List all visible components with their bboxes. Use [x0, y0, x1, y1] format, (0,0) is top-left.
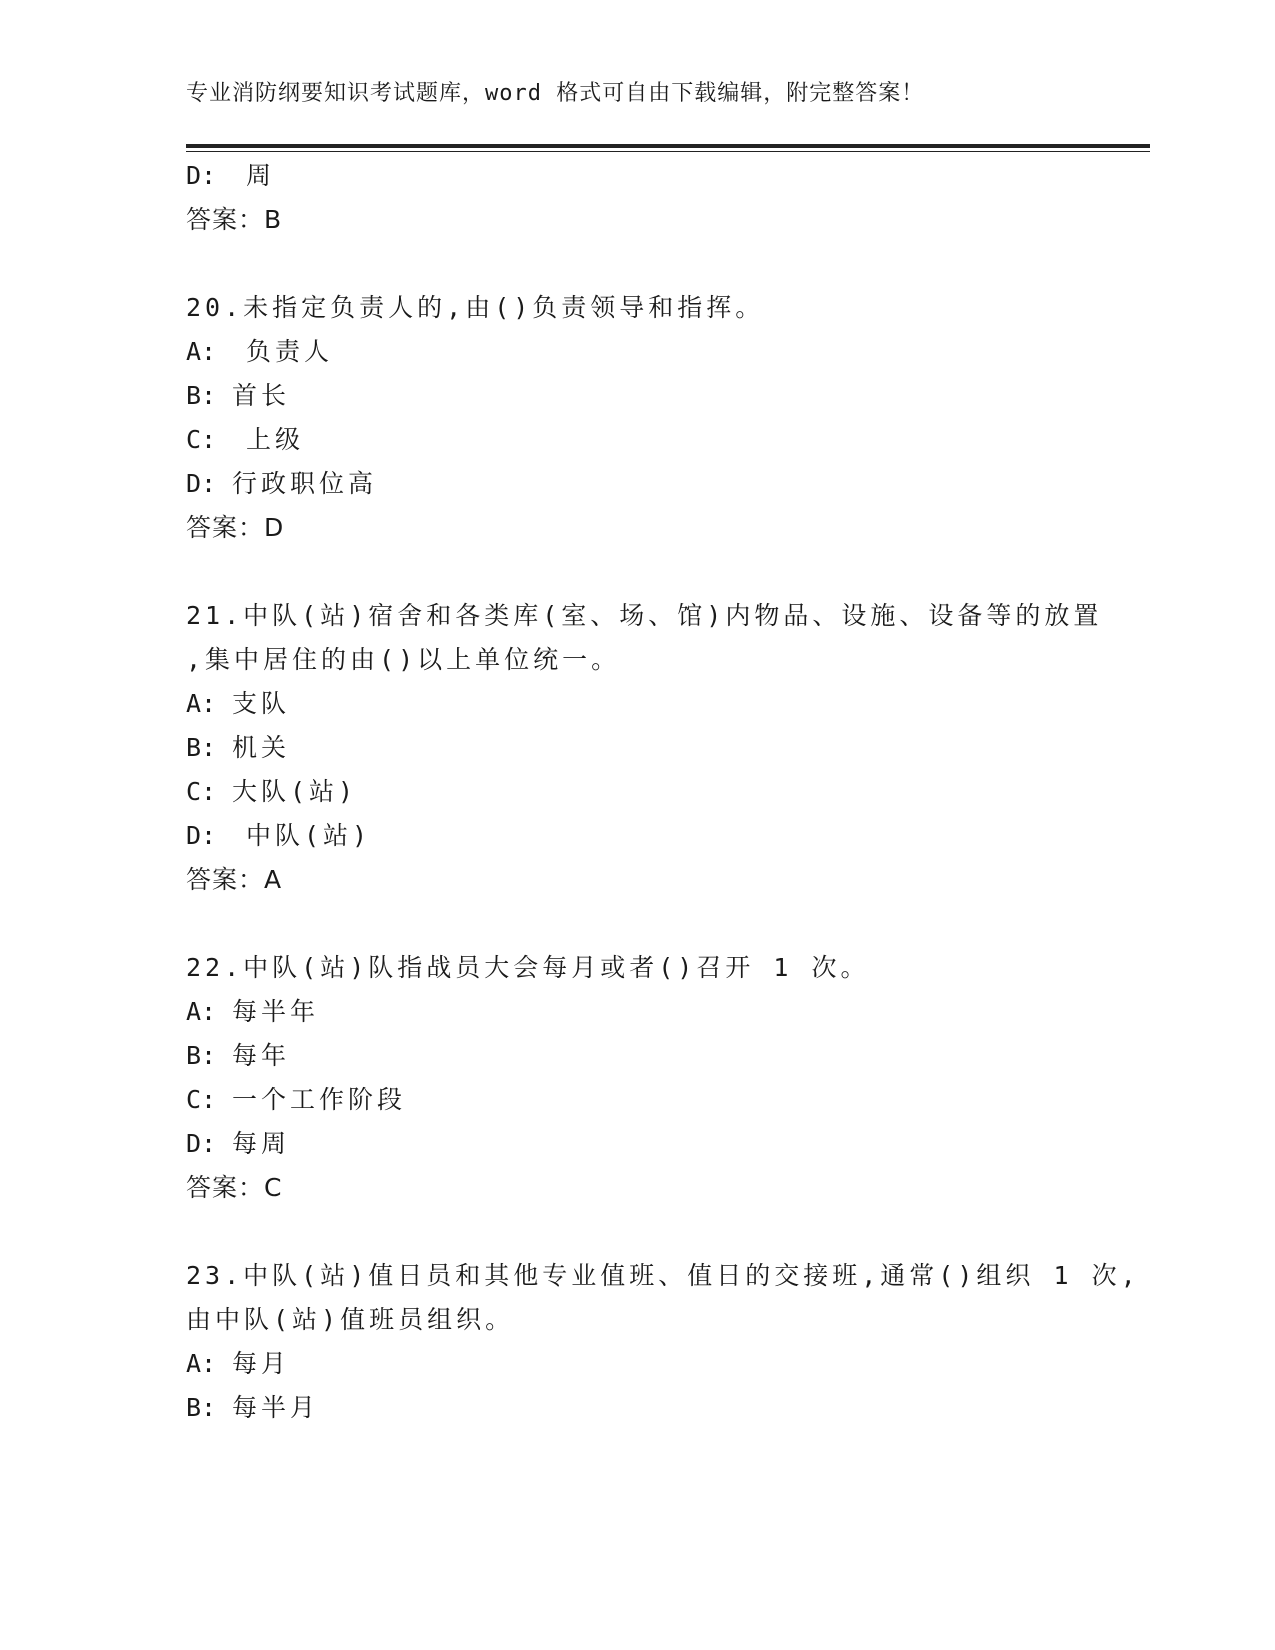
option-a — [186, 337, 333, 367]
option-text: 每周 — [232, 1129, 291, 1158]
option-text: 上级 — [246, 425, 305, 454]
option-b — [186, 1393, 319, 1423]
option-label: C: — [186, 777, 217, 806]
page-header: 专业消防纲要知识考试题库，word 格式可自由下载编辑，附完整答案！ — [186, 81, 925, 106]
question-stem-continued: ,集中居住的由()以上单位统一。 — [186, 645, 621, 674]
option-label: D: — [186, 821, 217, 850]
option-label: B: — [186, 381, 217, 410]
option-a — [186, 689, 290, 719]
option-label: A: — [186, 997, 217, 1026]
option-text: 行政职位高 — [232, 469, 378, 498]
answer: 答案：B — [186, 205, 283, 234]
option-text: 每月 — [232, 1349, 291, 1378]
question-stem: 23.中队(站)值日员和其他专业值班、值日的交接班,通常()组织 1 次, — [186, 1261, 1140, 1290]
option-c — [186, 1085, 406, 1115]
option-a — [186, 997, 319, 1027]
option-label: B: — [186, 1393, 217, 1422]
option-label: C: — [186, 1085, 217, 1114]
option-text: 支队 — [232, 689, 291, 718]
option-d — [186, 161, 275, 191]
option-label: A: — [186, 1349, 217, 1378]
option-label: D: — [186, 161, 217, 190]
option-label: D: — [186, 469, 217, 498]
option-text: 每年 — [232, 1041, 291, 1070]
option-text: 中队(站) — [246, 821, 372, 850]
option-text: 大队(站) — [232, 777, 358, 806]
option-text: 机关 — [232, 733, 291, 762]
option-label: B: — [186, 1041, 217, 1070]
answer: 答案：C — [186, 1173, 283, 1202]
option-c — [186, 777, 357, 807]
option-text: 负责人 — [246, 337, 334, 366]
option-label: A: — [186, 689, 217, 718]
option-d — [186, 821, 371, 851]
option-label: D: — [186, 1129, 217, 1158]
header-divider-thick — [186, 144, 1150, 148]
option-c — [186, 425, 304, 455]
option-label: C: — [186, 425, 217, 454]
question-stem: 22.中队(站)队指战员大会每月或者()召开 1 次。 — [186, 953, 870, 982]
option-text: 周 — [246, 161, 276, 190]
question-stem: 20.未指定负责人的,由()负责领导和指挥。 — [186, 293, 765, 322]
option-b — [186, 381, 290, 411]
option-b — [186, 733, 290, 763]
option-label: B: — [186, 733, 217, 762]
question-stem-continued: 由中队(站)值班员组织。 — [186, 1305, 515, 1334]
question-stem: 21.中队(站)宿舍和各类库(室、场、馆)内物品、设施、设备等的放置 — [186, 601, 1103, 630]
option-b — [186, 1041, 290, 1071]
option-text: 每半月 — [232, 1393, 320, 1422]
option-text: 首长 — [232, 381, 291, 410]
option-a — [186, 1349, 290, 1379]
answer: 答案：A — [186, 865, 283, 894]
option-d — [186, 1129, 290, 1159]
option-text: 一个工作阶段 — [232, 1085, 407, 1114]
option-label: A: — [186, 337, 217, 366]
header-divider-thin — [186, 151, 1150, 152]
option-d — [186, 469, 377, 499]
answer: 答案：D — [186, 513, 285, 542]
option-text: 每半年 — [232, 997, 320, 1026]
